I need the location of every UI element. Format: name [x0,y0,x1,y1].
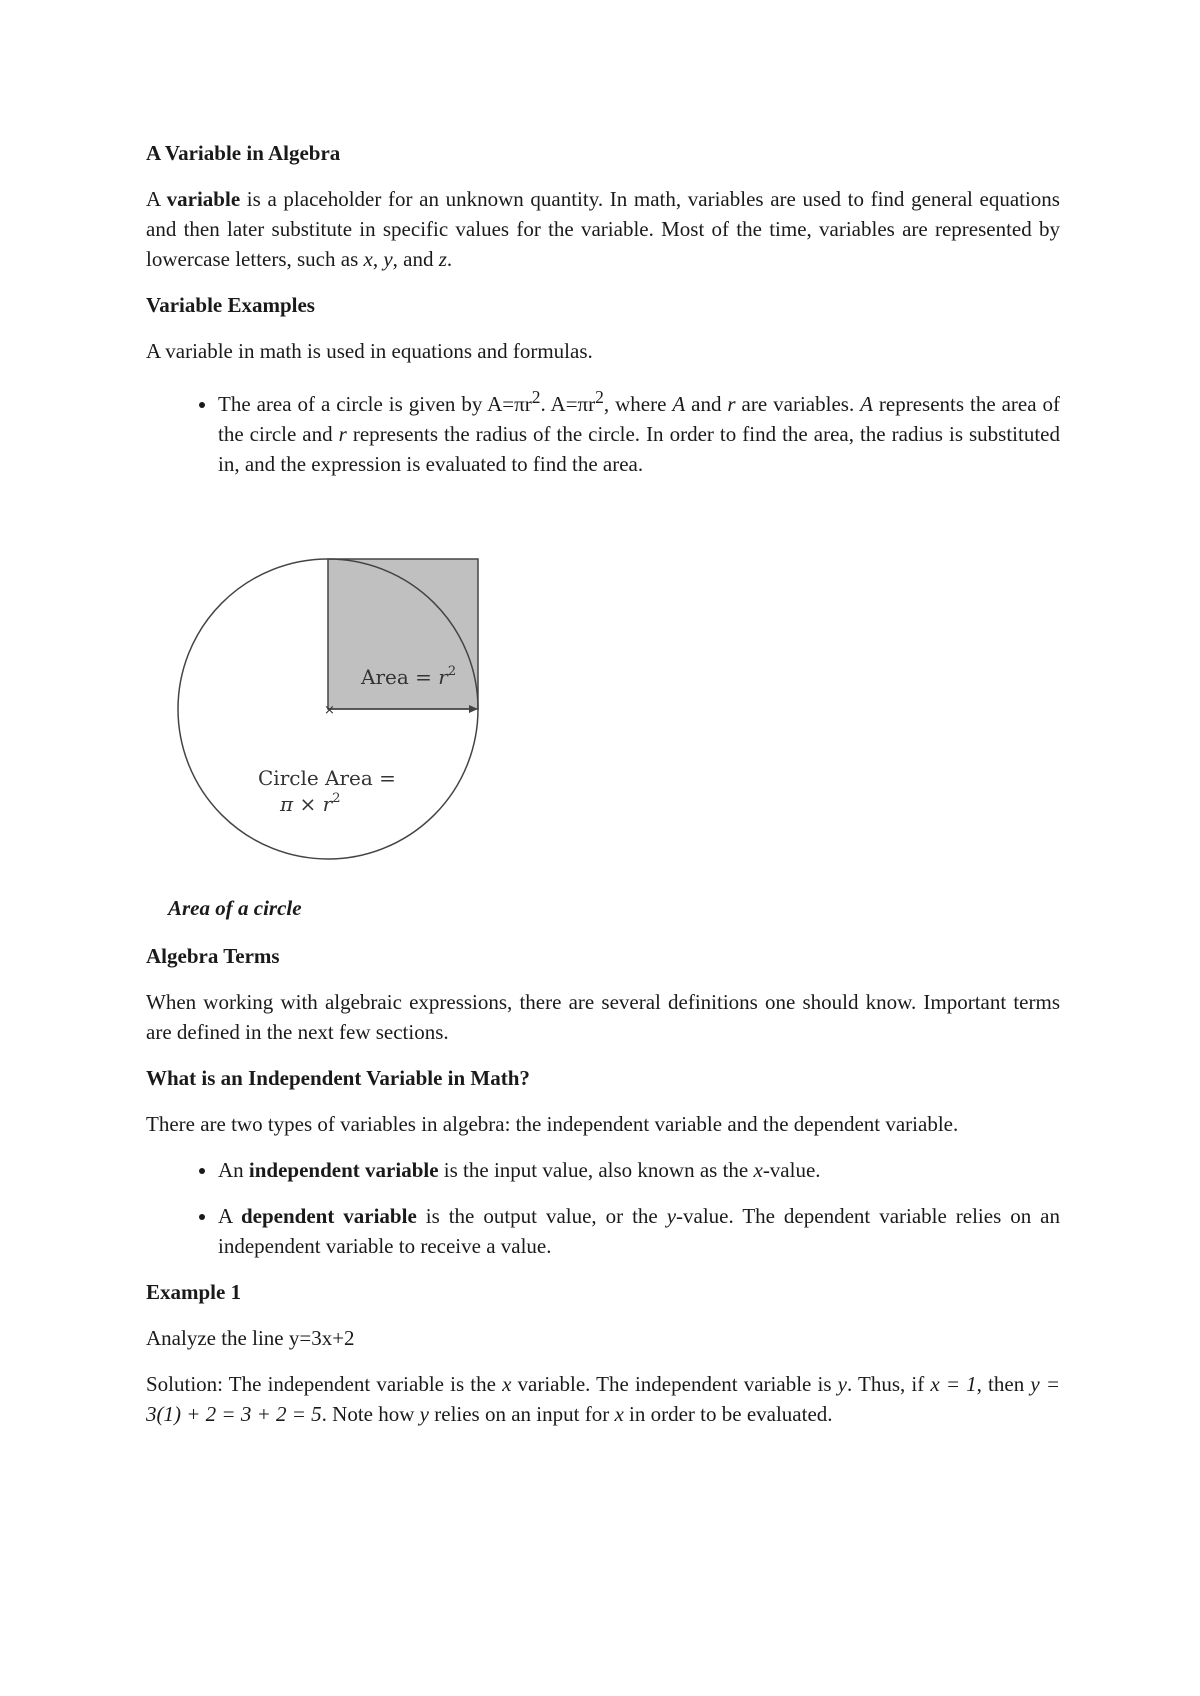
list-item-dependent [218,1201,1060,1261]
var-x: x [614,1402,624,1426]
var-y: y [666,1204,677,1228]
solution-paragraph [146,1369,1060,1429]
intro-sep: , [372,247,384,271]
bullet-text: are variables. [735,392,861,416]
independent-paragraph: There are two types of variables in algebra: the independent variable and the dependent variable. [146,1112,959,1136]
circle-label-line2: $\pi \times r^2$ [280,791,341,816]
intro-end: . [446,247,453,271]
var-A: A [672,392,686,416]
var-y: y [383,247,393,271]
circle-area-figure [168,549,488,869]
var-r: r [338,422,347,446]
intro-paragraph [146,184,1060,274]
var-z: z [438,247,447,271]
bullet-text: , where [603,392,673,416]
examples-paragraph: A variable in math is used in equations and formulas. [146,339,593,363]
figure-caption: Area of a circle [168,896,302,920]
term-independent: independent variable [248,1158,439,1182]
bullet-text: represents the area of the circle and [218,392,1060,446]
examples-list [146,382,1060,479]
terms-heading: Algebra Terms [146,944,280,968]
example1-heading: Example 1 [146,1280,242,1304]
bullet-text: -value. The dependent variable relies on an independent variable to receive a value. [218,1204,1060,1258]
list-item-independent [218,1155,1060,1185]
var-x: x [363,247,373,271]
section-title: A Variable in Algebra [146,141,341,165]
list-item-circle-area [218,382,1060,479]
var-r: r [727,392,736,416]
intro-sep: , and [392,247,439,271]
equation: x = 1 [930,1372,977,1396]
term-dependent: dependent variable [240,1204,417,1228]
var-y: y [419,1402,429,1426]
var-y: y [837,1372,847,1396]
var-x: x [753,1158,763,1182]
variable-types-list [146,1155,1060,1261]
solution-text: . Note how [321,1402,420,1426]
bullet-text: is the output value, or the [416,1204,667,1228]
var-x: x [502,1372,512,1396]
solution-text: . Thus, if [846,1372,931,1396]
intro-text: is a placeholder for an unknown quantity. In math, variables are used to find general equations and then later substitute in specific values for the variable. Most of the time, variables are represented by lowercase letters, such as [146,187,1060,271]
bullet-text: represents the radius of the circle. In order to find the area, the radius is substituted in, and the expression is evaluated to find the area. [218,422,1061,476]
circle-label-line1: Circle Area = [258,766,396,790]
circle-diagram [168,549,488,869]
intro-text: A [146,187,167,211]
bullet-text: A [218,1204,241,1228]
bullet-text: and [685,392,728,416]
var-A: A [860,392,873,416]
bullet-text: . A=πr [540,392,596,416]
solution-text: variable. The independent variable is [511,1372,838,1396]
terms-paragraph: When working with algebraic expressions, there are several definitions one should know. Important terms are defined in the next few sections. [146,990,1060,1044]
bullet-text: is the input value, also known as the [438,1158,754,1182]
superscript: 2 [531,387,541,407]
bullet-text: An [218,1158,249,1182]
independent-heading: What is an Independent Variable in Math? [146,1066,530,1090]
example1-paragraph: Analyze the line y=3x+2 [146,1326,355,1350]
equation: y = 3(1) + 2 = 3 + 2 = 5 [146,1372,1060,1426]
bullet-text: The area of a circle is given by A=πr [218,392,532,416]
term-variable: variable [166,187,241,211]
solution-text: relies on an input for [429,1402,615,1426]
square-label: Area = $r^2$ [361,664,457,689]
center-mark: × [324,703,335,718]
solution-text: in order to be evaluated. [623,1402,833,1426]
solution-text: Solution: The independent variable is the [146,1372,503,1396]
solution-text: , then [976,1372,1031,1396]
examples-heading: Variable Examples [146,293,315,317]
bullet-text: -value. [762,1158,821,1182]
document-page [146,138,1060,1445]
superscript: 2 [595,387,604,407]
